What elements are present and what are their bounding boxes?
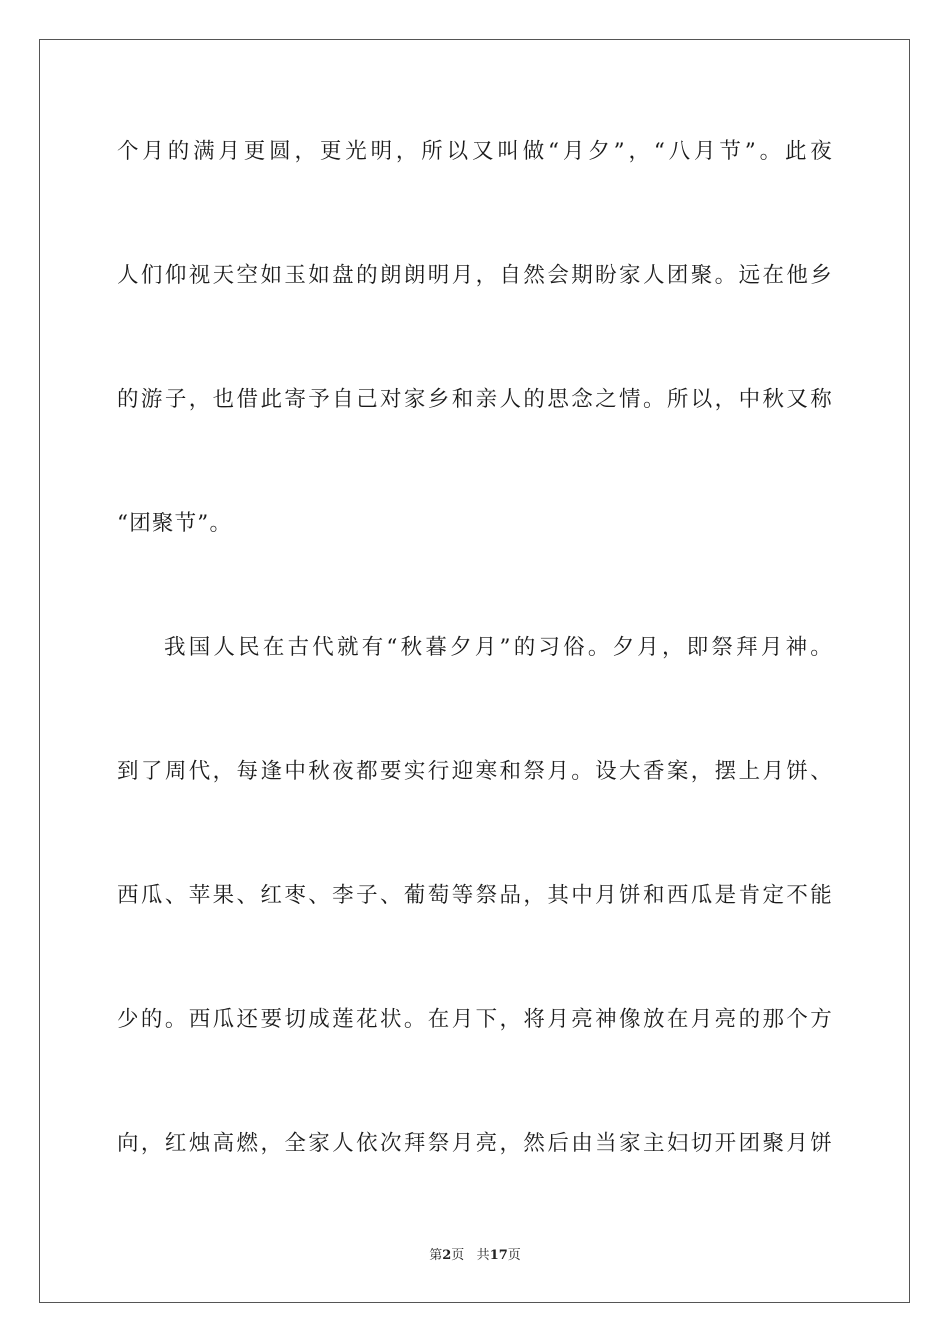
total-suffix: 页	[507, 1248, 521, 1263]
text-line-6: 到了周代，每逢中秋夜都要实行迎寒和祭月。设大香案，摆上月饼、	[117, 759, 833, 784]
total-prefix: 共	[476, 1248, 490, 1263]
text-line-2: 人们仰视天空如玉如盘的朗朗明月，自然会期盼家人团聚。远在他乡	[117, 263, 833, 288]
text-line-5: 我国人民在古代就有“秋暮夕月”的习俗。夕月，即祭拜月神。	[164, 635, 833, 660]
text-line-7: 西瓜、苹果、红枣、李子、葡萄等祭品，其中月饼和西瓜是肯定不能	[117, 883, 833, 908]
text-line-9: 向，红烛高燃，全家人依次拜祭月亮，然后由当家主妇切开团聚月饼	[117, 1131, 833, 1156]
total-pages: 17	[489, 1248, 508, 1263]
page-border	[39, 39, 910, 1303]
page-number: 2	[442, 1248, 452, 1263]
text-line-3: 的游子，也借此寄予自己对家乡和亲人的思念之情。所以，中秋又称	[117, 387, 833, 412]
text-line-8: 少的。西瓜还要切成莲花状。在月下，将月亮神像放在月亮的那个方	[117, 1007, 833, 1032]
page-prefix: 第	[429, 1248, 443, 1263]
text-line-4: “团聚节”。	[117, 511, 233, 536]
text-line-1: 个月的满月更圆，更光明，所以又叫做“月夕”，“八月节”。此夜	[117, 139, 833, 164]
page-footer	[0, 1248, 950, 1264]
page-suffix: 页	[451, 1248, 465, 1263]
